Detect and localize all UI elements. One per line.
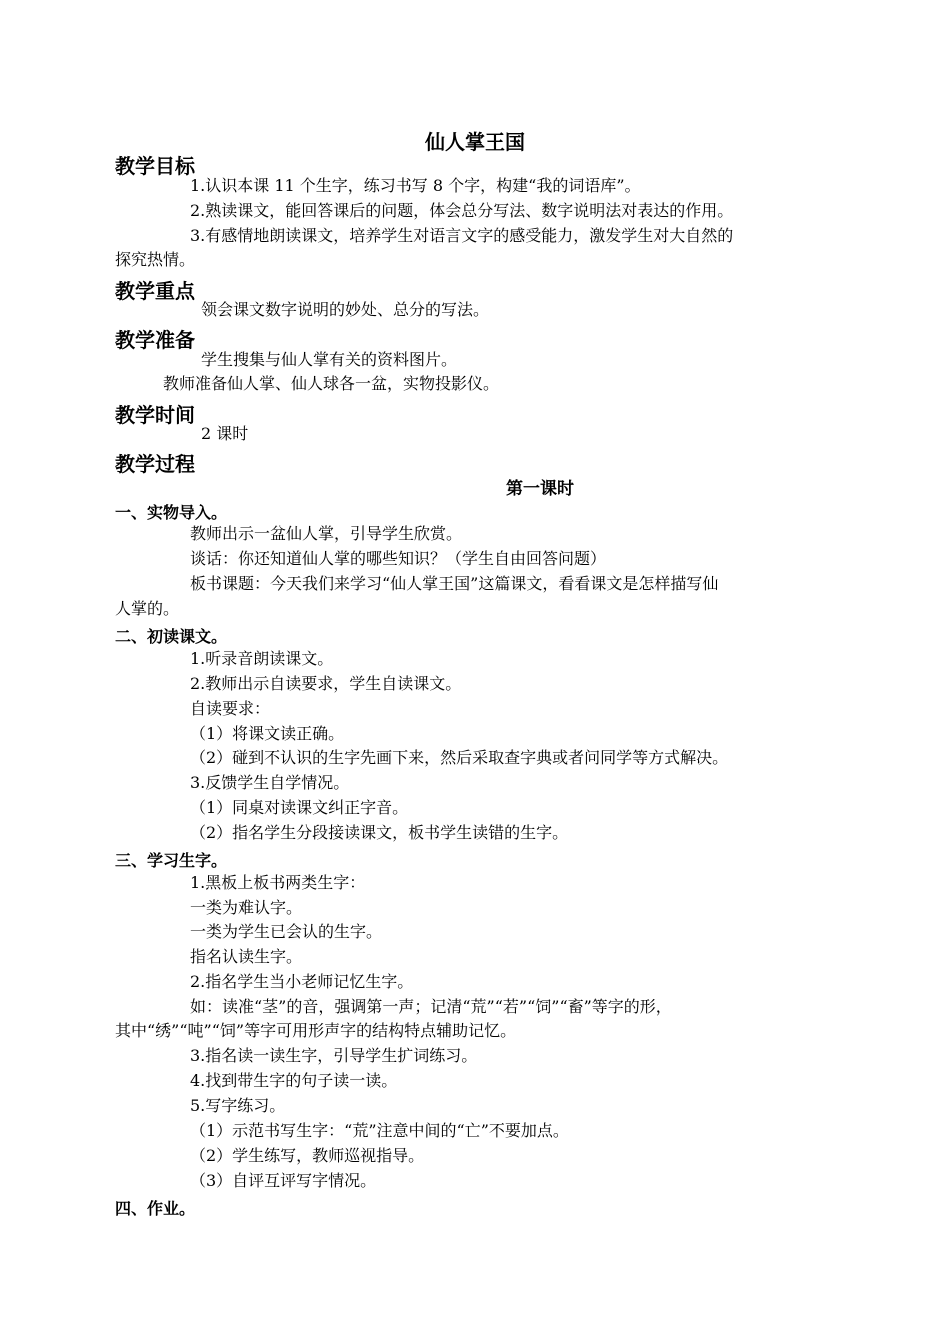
prep-heading: 教学准备 bbox=[115, 328, 195, 352]
section-2-line-4: （1）将课文读正确。 bbox=[190, 724, 345, 743]
section-1-line-1: 教师出示一盆仙人掌，引导学生欣赏。 bbox=[190, 524, 463, 543]
prep-line-2: 教师准备仙人掌、仙人球各一盆，实物投影仪。 bbox=[163, 374, 500, 393]
section-3-line-8: 3.指名读一读生字，引导学生扩词练习。 bbox=[190, 1046, 478, 1065]
section-3-line-6: 如：读准“茎”的音，强调第一声；记清“荒”“若”“饲”“畜”等字的形， bbox=[190, 997, 672, 1016]
section-2-line-6: 3.反馈学生自学情况。 bbox=[190, 773, 350, 792]
document-title: 仙人掌王国 bbox=[425, 130, 525, 154]
section-3-heading: 三、学习生字。 bbox=[115, 851, 228, 870]
section-2-line-1: 1.听录音朗读课文。 bbox=[190, 649, 334, 668]
section-3-line-12: （2）学生练写，教师巡视指导。 bbox=[190, 1146, 425, 1165]
section-3-line-10: 5.写字练习。 bbox=[190, 1096, 286, 1115]
section-2-line-5: （2）碰到不认识的生字先画下来，然后采取查字典或者问同学等方式解决。 bbox=[190, 748, 729, 767]
process-heading: 教学过程 bbox=[115, 452, 195, 476]
focus-text: 领会课文数字说明的妙处、总分的写法。 bbox=[201, 300, 490, 319]
section-1-line-3: 板书课题：今天我们来学习“仙人掌王国”这篇课文，看看课文是怎样描写仙 bbox=[190, 574, 719, 593]
section-2-line-7: （1）同桌对读课文纠正字音。 bbox=[190, 798, 409, 817]
section-3-line-11: （1）示范书写生字：“荒”注意中间的“亡”不要加点。 bbox=[190, 1121, 569, 1140]
section-2-heading: 二、初读课文。 bbox=[115, 627, 228, 646]
section-3-line-5: 2.指名学生当小老师记忆生字。 bbox=[190, 972, 414, 991]
goal-3-line-1: 3.有感情地朗读课文，培养学生对语言文字的感受能力，激发学生对大自然的 bbox=[190, 226, 734, 245]
time-heading: 教学时间 bbox=[115, 403, 195, 427]
section-1-heading: 一、实物导入。 bbox=[115, 503, 228, 522]
goal-3-line-2: 探究热情。 bbox=[115, 250, 196, 269]
section-2-line-2: 2.教师出示自读要求，学生自读课文。 bbox=[190, 674, 462, 693]
section-3-line-4: 指名认读生字。 bbox=[190, 947, 303, 966]
section-4-heading: 四、作业。 bbox=[115, 1199, 196, 1218]
section-3-line-13: （3）自评互评写字情况。 bbox=[190, 1171, 377, 1190]
section-3-line-9: 4.找到带生字的句子读一读。 bbox=[190, 1071, 398, 1090]
section-2-line-3: 自读要求： bbox=[190, 699, 271, 718]
section-3-line-7: 其中“绣”“吨”“饲”等字可用形声字的结构特点辅助记忆。 bbox=[115, 1021, 517, 1040]
goals-heading: 教学目标 bbox=[115, 154, 195, 178]
goal-2: 2.熟读课文，能回答课后的问题，体会总分写法、数字说明法对表达的作用。 bbox=[190, 201, 734, 220]
time-text: 2 课时 bbox=[201, 424, 249, 443]
section-3-line-3: 一类为学生已会认的生字。 bbox=[190, 922, 383, 941]
lesson-1-heading: 第一课时 bbox=[506, 479, 574, 499]
goal-1: 1.认识本课 11 个生字，练习书写 8 个字，构建“我的词语库”。 bbox=[190, 176, 641, 195]
prep-line-1: 学生搜集与仙人掌有关的资料图片。 bbox=[201, 350, 458, 369]
focus-heading: 教学重点 bbox=[115, 279, 195, 303]
section-1-line-2: 谈话：你还知道仙人掌的哪些知识？（学生自由回答问题） bbox=[190, 549, 607, 568]
section-1-line-4: 人掌的。 bbox=[115, 599, 180, 618]
section-3-line-2: 一类为难认字。 bbox=[190, 898, 303, 917]
section-2-line-8: （2）指名学生分段接读课文，板书学生读错的生字。 bbox=[190, 823, 569, 842]
section-3-line-1: 1.黑板上板书两类生字： bbox=[190, 873, 366, 892]
